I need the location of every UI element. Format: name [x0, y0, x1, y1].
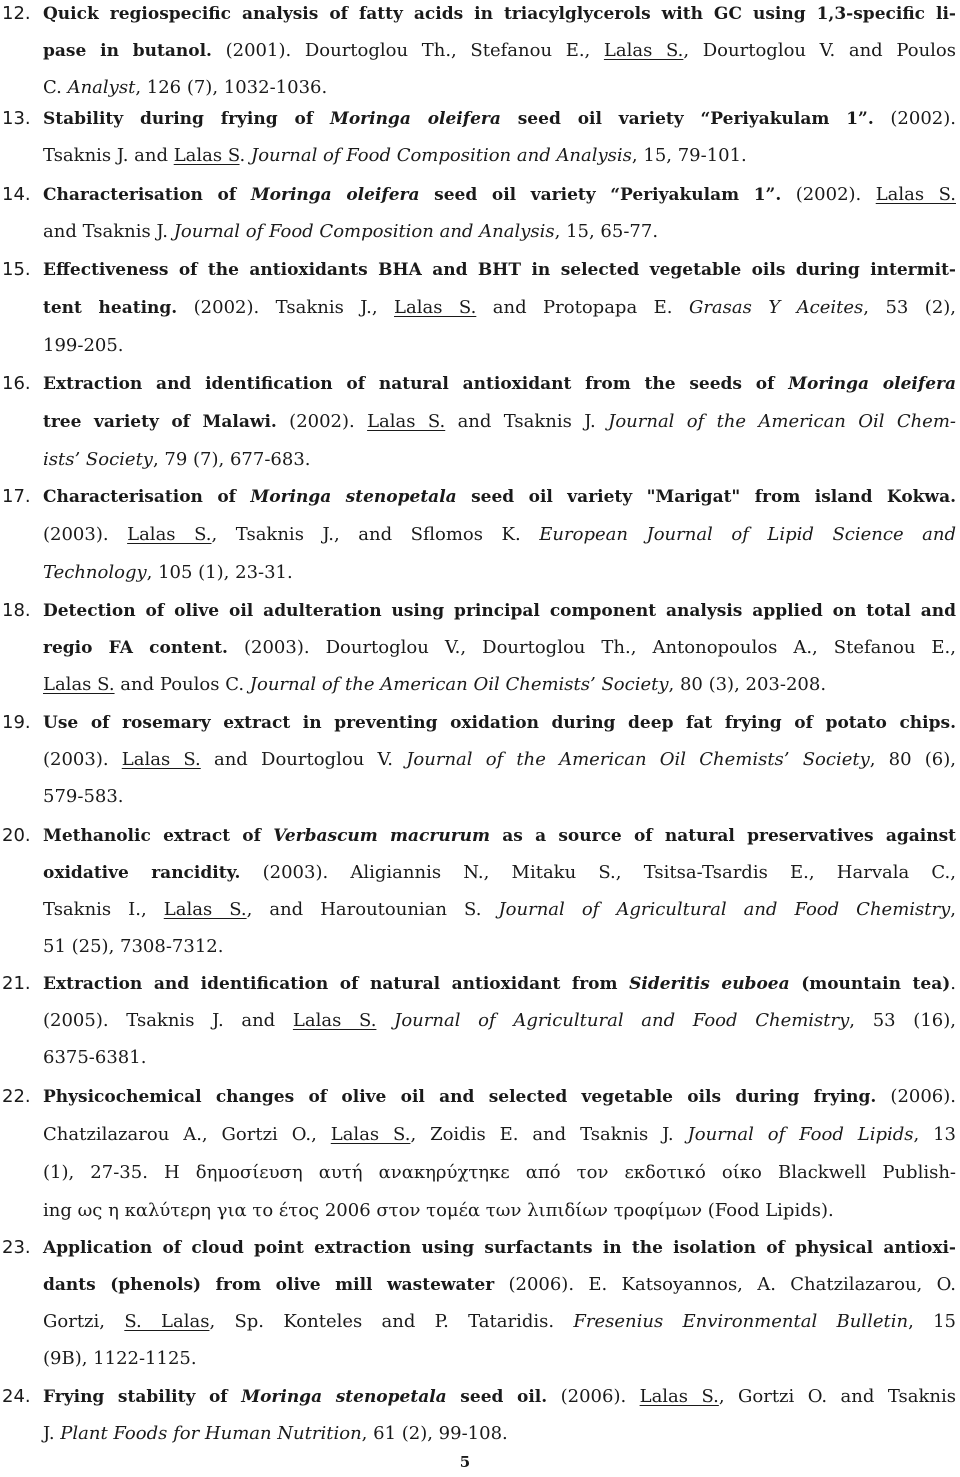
reference-text: , 61 (2), 99-108. — [361, 1423, 508, 1444]
reference-title: (mountain tea) — [789, 974, 951, 994]
reference-title: seed oil. — [446, 1387, 548, 1407]
reference-text: and Tsaknis J. — [43, 221, 174, 242]
reference-text: (2003). — [43, 749, 122, 770]
reference-title: oxidative rancidity. — [43, 863, 241, 883]
reference-line — [43, 855, 956, 892]
reference-number: 19. — [2, 712, 31, 733]
reference-text — [376, 1010, 394, 1031]
reference-text: (2006). — [547, 1386, 640, 1407]
reference-text: , — [950, 899, 956, 920]
reference-line — [43, 630, 956, 667]
reference-title: Extraction and identification of natural antioxidant from the seeds of — [43, 374, 789, 394]
reference-title: seed oil variety “Periyakulam 1”. — [500, 109, 874, 129]
author-highlight: S. Lalas — [124, 1311, 210, 1332]
journal-name: Journal of the American Oil Chem- — [608, 411, 956, 432]
journal-name: Journal of Food Lipids — [687, 1124, 914, 1145]
page-number: 5 — [459, 1453, 471, 1471]
reference-text: , 15, 79-101. — [631, 145, 747, 166]
reference-title: Application of cloud point extraction using surfactants in the isolation of physical antioxi- — [43, 1238, 956, 1258]
reference-text: ing ως η καλύτερη για το έτος 2006 στον τομέα των λιπιδίων τροφίμων (Food Lipids). — [43, 1200, 834, 1221]
reference-title: seed oil variety “Periyakulam 1”. — [419, 185, 782, 205]
journal-name: Journal of the American Oil Chemists’ Society — [249, 674, 669, 695]
reference-text: (2003). Aligiannis N., Mitaku S., Tsitsa-Tsardis E., Harvala C., — [240, 862, 956, 883]
reference-line — [43, 779, 956, 816]
reference-title: Methanolic extract of — [43, 826, 274, 846]
reference-number: 15. — [2, 259, 31, 280]
reference-number: 16. — [2, 373, 31, 394]
reference-number: 13. — [2, 108, 31, 129]
author-highlight: Lalas S — [173, 145, 240, 166]
reference-line — [43, 290, 956, 327]
reference-title: Extraction and identification of natural antioxidant from — [43, 974, 630, 994]
author-highlight: Lalas S. — [127, 524, 212, 545]
journal-name: Journal of Food Composition and Analysis — [173, 221, 555, 242]
reference-line — [43, 818, 956, 855]
journal-name: Journal of the American Oil Chemists’ Society — [406, 749, 870, 770]
reference-title: pase in butanol. — [43, 41, 212, 61]
reference-title: Frying stability of — [43, 1387, 242, 1407]
reference-text: and Poulos C. — [114, 674, 250, 695]
reference-title: Moringa oleifera — [330, 109, 501, 129]
reference-line — [43, 0, 956, 33]
reference-text: , 105 (1), 23-31. — [146, 562, 293, 583]
author-highlight: Lalas S. — [43, 674, 115, 695]
reference-line — [43, 442, 956, 479]
reference-text: , Sp. Konteles and P. Tataridis. — [209, 1311, 574, 1332]
reference-text: 51 (25), 7308-7312. — [43, 936, 224, 957]
reference-line — [43, 1155, 956, 1192]
journal-name: Technology — [43, 562, 147, 583]
reference-text: , Zoidis E. and Tsaknis J. — [410, 1124, 688, 1145]
reference-text: and Protopapa E. — [476, 297, 689, 318]
author-highlight: Lalas S. — [875, 184, 956, 205]
journal-name: Analyst — [67, 77, 136, 98]
reference-text: , 13 — [913, 1124, 957, 1145]
author-highlight: Lalas S. — [394, 297, 477, 318]
reference-line — [43, 214, 956, 251]
journal-name: Plant Foods for Human Nutrition — [60, 1423, 362, 1444]
reference-title: Sideritis euboea — [629, 974, 790, 994]
reference-line — [43, 555, 956, 592]
reference-line — [43, 705, 956, 742]
journal-name: Journal of Agricultural and Food Chemistry — [498, 899, 951, 920]
reference-title: Verbascum macrurum — [273, 826, 490, 846]
reference-text: (2003). — [43, 524, 128, 545]
reference-text: (2002). Tsaknis J., — [177, 297, 395, 318]
reference-text: , 53 (16), — [849, 1010, 956, 1031]
author-highlight: Lalas S. — [330, 1124, 411, 1145]
reference-number: 20. — [2, 825, 31, 846]
reference-text: , 80 (6), — [869, 749, 956, 770]
reference-line — [43, 252, 956, 289]
reference-title: tree variety of Malawi. — [43, 412, 277, 432]
author-highlight: Lalas S. — [603, 40, 684, 61]
reference-text: . — [239, 145, 251, 166]
reference-line — [43, 929, 956, 966]
reference-text: 6375-6381. — [43, 1047, 147, 1068]
author-highlight: Lalas S. — [292, 1010, 377, 1031]
reference-number: 23. — [2, 1237, 31, 1258]
reference-text: , Gortzi O. and Tsaknis — [718, 1386, 956, 1407]
author-highlight: Lalas S. — [367, 411, 446, 432]
journal-name: Journal of Agricultural and Food Chemistry — [394, 1010, 850, 1031]
reference-text: (2001). Dourtoglou Th., Stefanou E., — [211, 40, 604, 61]
reference-title: as a source of natural preservatives against — [490, 826, 956, 846]
reference-text: , 79 (7), 677-683. — [152, 449, 311, 470]
reference-line — [43, 966, 956, 1003]
reference-title: regio FA content. — [43, 638, 228, 658]
reference-line — [43, 1267, 956, 1304]
reference-text: Chatzilazarou A., Gortzi O., — [43, 1124, 331, 1145]
reference-number: 17. — [2, 486, 31, 507]
reference-title: Characterisation of — [43, 185, 251, 205]
reference-text: (1), 27-35. Η δημοσίευση αυτή ανακηρύχτηκε από τον εκδοτικό οίκο Blackwell Publish- — [43, 1162, 956, 1183]
reference-line — [43, 1416, 956, 1453]
reference-line — [43, 177, 956, 214]
journal-name: European Journal of Lipid Science and — [539, 524, 957, 545]
reference-text: (2005). Tsaknis J. and — [43, 1010, 293, 1031]
reference-line — [43, 138, 956, 175]
reference-text: C. — [43, 77, 68, 98]
reference-line — [43, 517, 956, 554]
author-highlight: Lalas S. — [163, 899, 247, 920]
journal-name: Fresenius Environmental Bulletin — [573, 1311, 909, 1332]
reference-line — [43, 479, 956, 516]
reference-line — [43, 1003, 956, 1040]
reference-line — [43, 892, 956, 929]
reference-line — [43, 328, 956, 365]
reference-number: 21. — [2, 973, 31, 994]
reference-line — [43, 1079, 956, 1116]
reference-number: 12. — [2, 3, 31, 24]
reference-line — [43, 404, 956, 441]
reference-line — [43, 1341, 956, 1378]
reference-text: , 15, 65-77. — [554, 221, 659, 242]
reference-number: 22. — [2, 1086, 31, 1107]
reference-text: , 15 — [908, 1311, 956, 1332]
reference-title: Moringa oleifera — [250, 185, 420, 205]
reference-text: 199-205. — [43, 335, 124, 356]
reference-text: and Dourtoglou V. — [200, 749, 407, 770]
reference-text: . — [950, 973, 956, 994]
author-highlight: Lalas S. — [121, 749, 201, 770]
reference-title: Moringa oleifera — [788, 374, 956, 394]
reference-text: , 53 (2), — [863, 297, 957, 318]
reference-text: J. — [43, 1423, 61, 1444]
reference-number: 18. — [2, 600, 31, 621]
reference-title: Quick regiospecific analysis of fatty acids in triacylglycerols with GC using 1,3-specific li- — [43, 4, 956, 24]
journal-name: Journal of Food Composition and Analysis — [251, 145, 632, 166]
reference-text: (2006). E. Katsoyannos, A. Chatzilazarou, O. — [494, 1274, 957, 1295]
reference-text: , Dourtoglou V. and Poulos — [683, 40, 956, 61]
reference-text: (2002). — [781, 184, 876, 205]
reference-title: Moringa stenopetala — [241, 1387, 447, 1407]
reference-title: Detection of olive oil adulteration using principal component analysis applied on total and — [43, 601, 956, 621]
reference-title: Use of rosemary extract in preventing oxidation during deep fat frying of potato chips. — [43, 713, 956, 733]
reference-line — [43, 1304, 956, 1341]
author-highlight: Lalas S. — [639, 1386, 719, 1407]
reference-number: 14. — [2, 184, 31, 205]
reference-line — [43, 593, 956, 630]
reference-text: , 80 (3), 203-208. — [668, 674, 827, 695]
reference-title: Effectiveness of the antioxidants BHA and BHT in selected vegetable oils during intermit- — [43, 260, 956, 280]
reference-line — [43, 1040, 956, 1077]
reference-text: Gortzi, — [43, 1311, 125, 1332]
reference-text: Tsaknis I., — [43, 899, 164, 920]
journal-name: Grasas Y Aceites — [688, 297, 864, 318]
reference-line — [43, 33, 956, 70]
reference-title: Stability during frying of — [43, 109, 330, 129]
reference-title: dants (phenols) from olive mill wastewater — [43, 1275, 495, 1295]
reference-title: Moringa stenopetala — [250, 487, 457, 507]
reference-text: and Tsaknis J. — [445, 411, 609, 432]
reference-text: , and Haroutounian S. — [246, 899, 499, 920]
reference-line — [43, 1379, 956, 1416]
reference-line — [43, 101, 956, 138]
reference-text: , 126 (7), 1032-1036. — [135, 77, 328, 98]
reference-text: (2002). — [276, 411, 368, 432]
reference-text: Tsaknis J. and — [43, 145, 174, 166]
reference-line — [43, 667, 956, 704]
reference-title: Physicochemical changes of olive oil and selected vegetable oils during frying. — [43, 1087, 877, 1107]
reference-text: 579-583. — [43, 786, 124, 807]
reference-line — [43, 1117, 956, 1154]
reference-number: 24. — [2, 1386, 31, 1407]
reference-text: (9B), 1122-1125. — [43, 1348, 197, 1369]
reference-title: tent heating. — [43, 298, 178, 318]
journal-name: ists’ Society — [43, 449, 153, 470]
reference-title: seed oil variety "Marigat" from island Kokwa. — [456, 487, 957, 507]
reference-line — [43, 1193, 956, 1230]
reference-text: (2002). — [873, 108, 956, 129]
reference-text: (2003). Dourtoglou V., Dourtoglou Th., Antonopoulos A., Stefanou E., — [227, 637, 956, 658]
reference-line — [43, 366, 956, 403]
reference-text: , Tsaknis J., and Sflomos K. — [211, 524, 540, 545]
reference-line — [43, 1230, 956, 1267]
reference-title: Characterisation of — [43, 487, 251, 507]
reference-line — [43, 742, 956, 779]
reference-text: (2006). — [876, 1086, 957, 1107]
